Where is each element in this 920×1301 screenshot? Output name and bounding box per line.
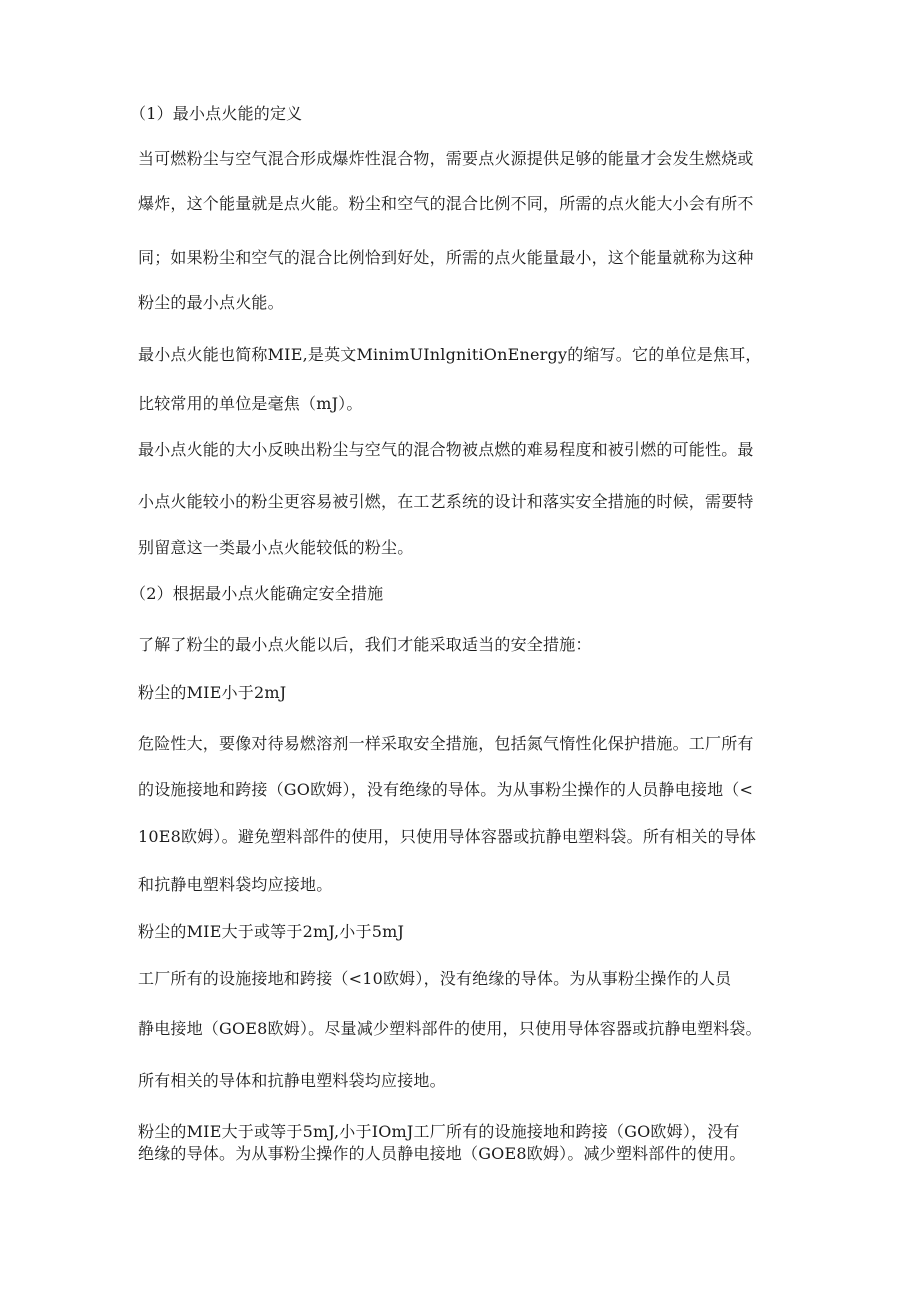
case1-title: 粉尘的MIE小于2mJ bbox=[138, 683, 287, 702]
section2-intro: 了解了粉尘的最小点火能以后，我们才能采取适当的安全措施： bbox=[138, 635, 592, 654]
case1-body-line1: 危险性大，要像对待易燃溶剂一样采取安全措施，包括氮气惰性化保护措施。工厂所有 bbox=[138, 734, 754, 753]
case2-title: 粉尘的MIE大于或等于2mJ,小于5mJ bbox=[138, 922, 405, 941]
section2-heading: （2）根据最小点火能确定安全措施 bbox=[130, 584, 384, 603]
section1-para3-line1: 最小点火能的大小反映出粉尘与空气的混合物被点燃的难易程度和被引燃的可能性。最 bbox=[138, 440, 754, 459]
section1-para3-line2: 小点火能较小的粉尘更容易被引燃，在工艺系统的设计和落实安全措施的时候，需要特 bbox=[138, 492, 754, 511]
case2-body-line1: 工厂所有的设施接地和跨接（<10欧姆），没有绝缘的导体。为从事粉尘操作的人员 bbox=[138, 969, 732, 988]
section1-para1-line2: 爆炸，这个能量就是点火能。粉尘和空气的混合比例不同，所需的点火能大小会有所不 bbox=[138, 194, 754, 213]
case3-body-line1: 粉尘的MIE大于或等于5mJ,小于IOmJ工厂所有的设施接地和跨接（GO欧姆），没有 bbox=[138, 1122, 740, 1141]
section1-heading: （1）最小点火能的定义 bbox=[130, 104, 303, 123]
section1-para2-line1: 最小点火能也简称MIE,是英文MinimUInlgnitiOnEnergy的缩写。它的单位是焦耳， bbox=[138, 345, 762, 364]
case1-body-line4: 和抗静电塑料袋均应接地。 bbox=[138, 875, 333, 894]
section1-para1-line1: 当可燃粉尘与空气混合形成爆炸性混合物，需要点火源提供足够的能量才会发生燃烧或 bbox=[138, 149, 754, 168]
case3-body-line2: 绝缘的导体。为从事粉尘操作的人员静电接地（GOE8欧姆）。减少塑料部件的使用。 bbox=[138, 1144, 746, 1163]
section1-para3-line3: 别留意这一类最小点火能较低的粉尘。 bbox=[138, 538, 414, 557]
case2-body-line3: 所有相关的导体和抗静电塑料袋均应接地。 bbox=[138, 1071, 446, 1090]
case1-body-line3: 10E8欧姆）。避免塑料部件的使用，只使用导体容器或抗静电塑料袋。所有相关的导体 bbox=[138, 827, 757, 846]
case2-body-line2: 静电接地（GOE8欧姆）。尽量减少塑料部件的使用，只使用导体容器或抗静电塑料袋。 bbox=[138, 1019, 762, 1038]
section1-para2-line2: 比较常用的单位是毫焦（mJ）。 bbox=[138, 394, 363, 413]
section1-para1-line3: 同；如果粉尘和空气的混合比例恰到好处，所需的点火能量最小，这个能量就称为这种 bbox=[138, 248, 754, 267]
section1-para1-line4: 粉尘的最小点火能。 bbox=[138, 293, 284, 312]
case1-body-line2: 的设施接地和跨接（GO欧姆），没有绝缘的导体。为从事粉尘操作的人员静电接地（< bbox=[138, 780, 754, 799]
